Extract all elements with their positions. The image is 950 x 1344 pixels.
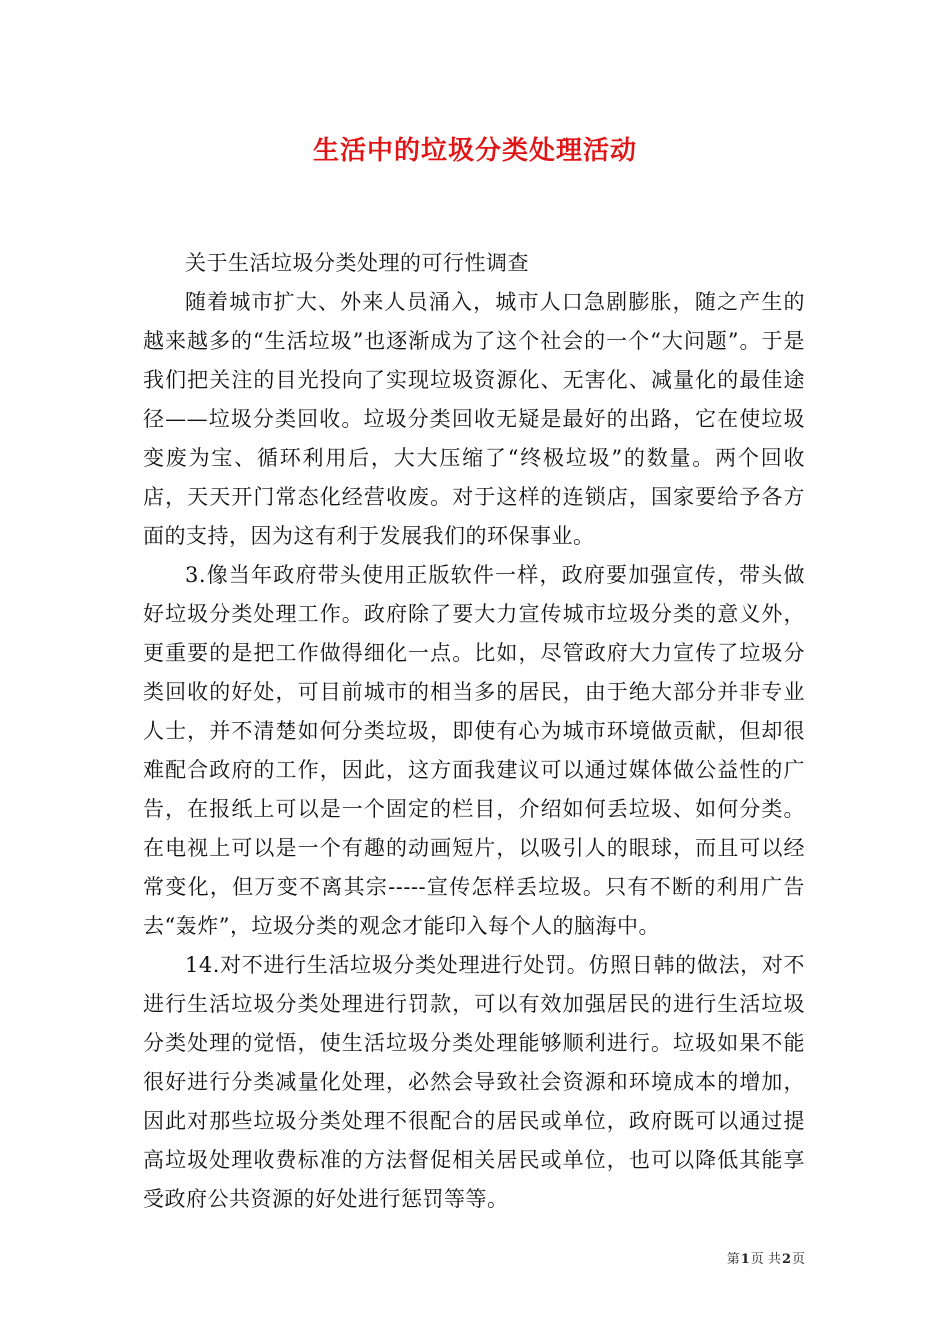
footer-suffix: 页 — [791, 1252, 805, 1267]
footer-prefix: 第 — [726, 1252, 740, 1267]
paragraph-subtitle: 关于生活垃圾分类处理的可行性调查 — [185, 251, 529, 275]
paragraph-point-14: 14.对不进行生活垃圾分类处理进行处罚。仿照日韩的做法，对不进行生活垃圾分类处理进行罚款，可以有效加强居民的进行生活垃圾分类处理的觉悟，使生活垃圾分类处理能够顺利进行。垃圾如果不能很好进行分类减量化处理，必然会导致社会资源和环境成本的增加，因此对那些垃圾分类处理不很配合的居民或单位，政府既可以通过提高垃圾处理收费标准的方法督促相关居民或单位，也可以降低其能享受政府公共资源的好处进行惩罚等等。 — [143, 953, 805, 1211]
document-body — [143, 244, 805, 1219]
paragraph-intro: 随着城市扩大、外来人员涌入，城市人口急剧膨胀，随之产生的越来越多的“生活垃圾”也逐渐成为了这个社会的一个“大问题”。于是我们把关注的目光投向了实现垃圾资源化、无害化、减量化的最佳途径——垃圾分类回收。垃圾分类回收无疑是最好的出路，它在使垃圾变废为宝、循环利用后，大大压缩了“终极垃圾”的数量。两个回收店，天天开门常态化经营收废。对于这样的连锁店，国家要给予各方面的支持，因为这有利于发展我们的环保事业。 — [143, 290, 805, 548]
footer-page-number: 1 — [740, 1252, 750, 1267]
footer-total-pages: 2 — [781, 1252, 791, 1267]
document-title: 生活中的垃圾分类处理活动 — [312, 136, 637, 166]
page-footer — [0, 1248, 805, 1267]
paragraph-point-3: 3.像当年政府带头使用正版软件一样，政府要加强宣传，带头做好垃圾分类处理工作。政府除了要大力宣传城市垃圾分类的意义外，更重要的是把工作做得细化一点。比如，尽管政府大力宣传了垃圾分类回收的好处，可目前城市的相当多的居民，由于绝大部分并非专业人士，并不清楚如何分类垃圾，即使有心为城市环境做贡献，但却很难配合政府的工作，因此，这方面我建议可以通过媒体做公益性的广告，在报纸上可以是一个固定的栏目，介绍如何丢垃圾、如何分类。在电视上可以是一个有趣的动画短片，以吸引人的眼球，而且可以经常变化，但万变不离其宗-----宣传怎样丢垃圾。只有不断的利用广告去“轰炸”，垃圾分类的观念才能印入每个人的脑海中。 — [143, 563, 805, 938]
footer-middle: 页 共 — [750, 1252, 781, 1267]
